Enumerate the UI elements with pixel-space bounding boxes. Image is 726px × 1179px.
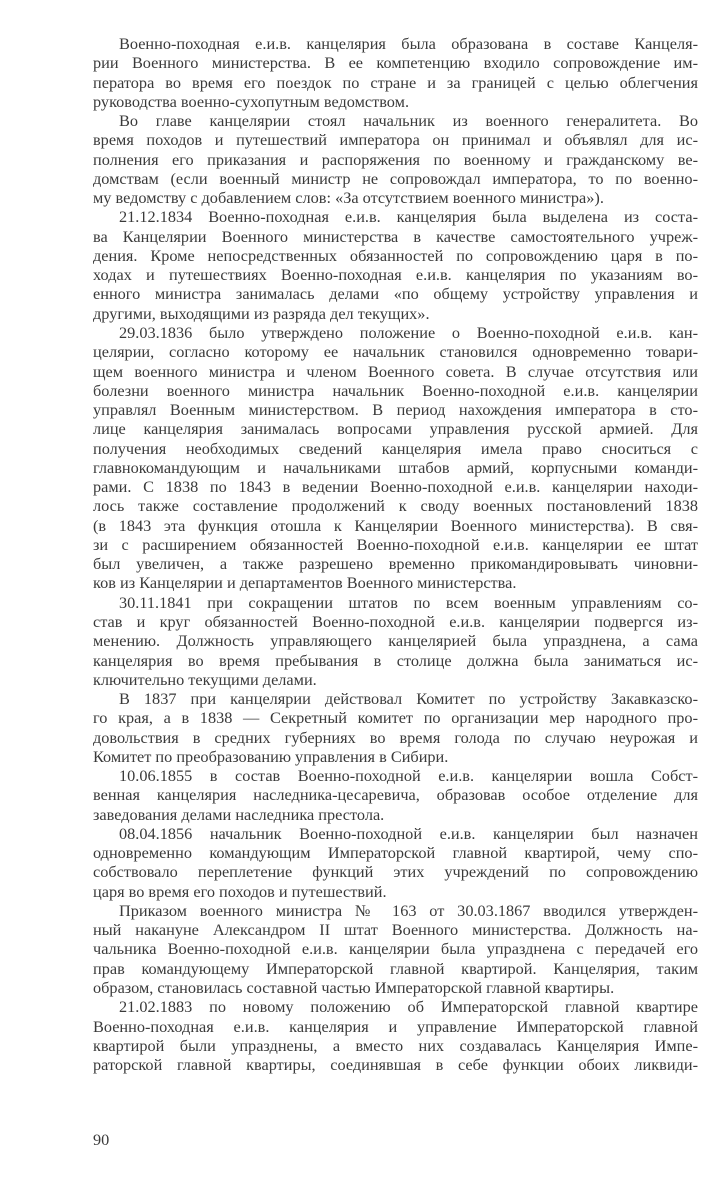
text-line: 30.11.1841 при сокращении штатов по всем военным управлениям со- — [119, 592, 698, 612]
paragraph — [93, 207, 698, 323]
paragraph — [93, 824, 698, 901]
text-line: В 1837 при канцелярии действовал Комитет по устройству Закавказско- — [119, 689, 698, 709]
text-line: другими, выходящими из разряда дел текущих». — [93, 303, 430, 323]
paragraph — [93, 689, 698, 766]
paragraph — [93, 34, 698, 111]
text-line: время походов и путешествий императора он принимал и объявлял для ис- — [93, 130, 698, 150]
text-line: зи с расширением обязанностей Военно-походной е.и.в. канцелярии ее штат — [93, 534, 698, 554]
page-body — [93, 34, 698, 1074]
text-line: лось также составление продолжений к своду военных постановлений 1838 — [93, 496, 698, 516]
text-line: заведования делами наследника престола. — [93, 804, 385, 824]
text-line: полнения его приказания и распоряжения по военному и гражданскому ве- — [93, 149, 698, 169]
text-line: рии Военного министерства. В ее компетенцию входило сопровождение им- — [93, 53, 698, 73]
text-line: лице канцелярия занималась вопросами управления русской армией. Для — [93, 419, 698, 439]
text-line: Во главе канцелярии стоял начальник из военного генералитета. Во — [119, 111, 698, 131]
text-line: болезни военного министра начальник Военно-походной е.и.в. канцелярии — [93, 380, 698, 400]
text-line: Приказом военного министра № 163 от 30.03.1867 вводился утвержден- — [119, 900, 698, 920]
text-line: собствовало переплетение функций этих учреждений по сопровождению — [93, 862, 698, 882]
text-line: го края, а в 1838 — Секретный комитет по организации мер народного про- — [93, 708, 698, 728]
text-line: одновременно командующим Императорской главной квартирой, чему спо- — [93, 843, 698, 863]
text-line: ключительно текущими делами. — [93, 669, 317, 689]
text-line: целярии, согласно которому ее начальник становился одновременно товари- — [93, 342, 698, 362]
text-line: раторской главной квартиры, соединявшая в себе функции обоих ликвиди- — [93, 1055, 698, 1075]
text-line: енного министра занималась делами «по общему устройству управления и — [93, 284, 698, 304]
text-line: Комитет по преобразованию управления в Сибири. — [93, 746, 449, 766]
text-line: 21.02.1883 по новому положению об Императорской главной квартире — [119, 997, 698, 1017]
paragraph — [93, 593, 698, 689]
text-line: 08.04.1856 начальник Военно-походной е.и.в. канцелярии был назначен — [119, 823, 698, 843]
text-line: квартирой были упразднены, а вместо них создавалась Канцелярия Импе- — [93, 1035, 698, 1055]
text-line: руководства военно-сухопутным ведомством. — [93, 91, 410, 111]
text-line: дения. Кроме непосредственных обязанностей по сопровождению царя в по- — [93, 245, 698, 265]
text-line: 21.12.1834 Военно-походная е.и.в. канцелярия была выделена из соста- — [119, 207, 698, 227]
paragraph — [93, 997, 698, 1074]
text-line: был увеличен, а также разрешено временно прикомандировывать чиновни- — [93, 554, 698, 574]
text-line: ный накануне Александром II штат Военного министерства. Должность на- — [93, 920, 698, 940]
text-line: рами. С 1838 по 1843 в ведении Военно-походной е.и.в. канцелярии находи- — [93, 477, 698, 497]
text-line: 10.06.1855 в состав Военно-походной е.и.в. канцелярии вошла Собст- — [119, 766, 698, 786]
text-line: царя во время его походов и путешествий. — [93, 881, 387, 901]
paragraph — [93, 323, 698, 593]
page-number: 90 — [93, 1130, 110, 1149]
text-line: ператора во время его поездок по стране и за границей с целью облегчения — [93, 72, 698, 92]
text-line: ходах и путешествиях Военно-походная е.и.в. канцелярия по указаниям во- — [93, 265, 698, 285]
text-line: (в 1843 эта функция отошла к Канцелярии Военного министерства). В свя- — [93, 515, 698, 535]
text-line: 29.03.1836 было утверждено положение о Военно-походной е.и.в. кан- — [119, 322, 698, 342]
text-line: получения необходимых сведений канцелярия имела право сноситься с — [93, 438, 698, 458]
text-line: образом, становилась составной частью Императорской главной квартиры. — [93, 978, 615, 998]
paragraph — [93, 766, 698, 824]
text-line: довольствия в средних губерниях во время голода по случаю неурожая и — [93, 727, 698, 747]
text-line: ков из Канцелярии и департаментов Военного министерства. — [93, 573, 517, 593]
text-line: му ведомству с добавлением слов: «За отсутствием военного министра»). — [93, 188, 604, 208]
paragraph — [93, 901, 698, 997]
text-line: Военно-походная е.и.в. канцелярия и управление Императорской главной — [93, 1016, 698, 1036]
text-line: канцелярия во время пребывания в столице должна была заниматься ис- — [93, 650, 698, 670]
text-line: Военно-походная е.и.в. канцелярия была образована в составе Канцеля- — [119, 34, 698, 53]
text-line: чальника Военно-походной е.и.в. канцелярии была упразднена с передачей его — [93, 939, 698, 959]
text-line: став и круг обязанностей Военно-походной е.и.в. канцелярии подвергся из- — [93, 611, 698, 631]
text-line: главнокомандующим и начальниками штабов армий, корпусными команди- — [93, 457, 698, 477]
text-line: щем военного министра и членом Военного совета. В случае отсутствия или — [93, 361, 698, 381]
text-line: управлял Военным министерством. В период нахождения императора в сто- — [93, 400, 698, 420]
text-line: домствам (если военный министр не сопровождал императора, то по военно- — [93, 168, 698, 188]
text-line: венная канцелярия наследника-цесаревича, образовав особое отделение для — [93, 785, 698, 805]
text-line: прав командующему Императорской главной квартирой. Канцелярия, таким — [93, 958, 698, 978]
text-line: менению. Должность управляющего канцелярией была упразднена, а сама — [93, 631, 698, 651]
text-line: ва Канцелярии Военного министерства в качестве самостоятельного учреж- — [93, 226, 698, 246]
paragraph — [93, 111, 698, 207]
